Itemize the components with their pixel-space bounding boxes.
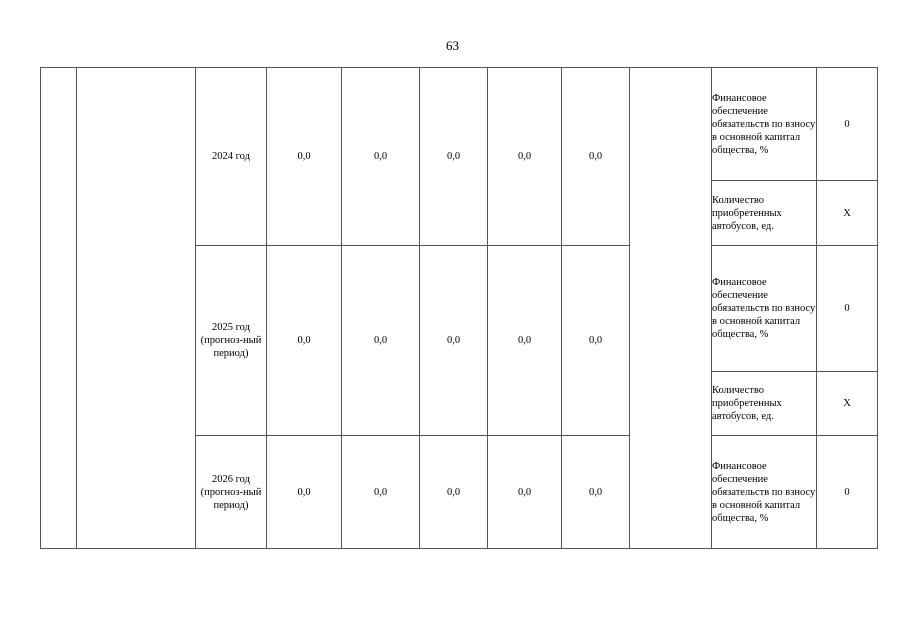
indicator-name-cell: Финансовое обеспечение обязательств по взносу в основной капитал общества, % <box>712 68 817 181</box>
indicator-value-cell: Х <box>817 372 878 436</box>
value-cell: 0,0 <box>342 68 420 246</box>
indicator-value-cell: 0 <box>817 246 878 372</box>
value-cell: 0,0 <box>488 436 562 549</box>
value-cell: 0,0 <box>342 436 420 549</box>
indicator-name-cell: Финансовое обеспечение обязательств по взносу в основной капитал общества, % <box>712 246 817 372</box>
page-number: 63 <box>446 38 459 53</box>
value-cell: 0,0 <box>562 246 630 436</box>
executor-cell <box>630 68 712 549</box>
value-cell: 0,0 <box>488 68 562 246</box>
name-cell <box>77 68 196 549</box>
value-cell: 0,0 <box>488 246 562 436</box>
indicator-value-cell: Х <box>817 181 878 246</box>
value-cell: 0,0 <box>420 246 488 436</box>
budget-table <box>40 67 878 549</box>
indicator-name-cell: Количество приобретенных автобусов, ед. <box>712 372 817 436</box>
indicator-value-cell: 0 <box>817 68 878 181</box>
value-cell: 0,0 <box>267 246 342 436</box>
number-cell <box>41 68 77 549</box>
indicator-name-cell: Финансовое обеспечение обязательств по взносу в основной капитал общества, % <box>712 436 817 549</box>
indicator-name-cell: Количество приобретенных автобусов, ед. <box>712 181 817 246</box>
value-cell: 0,0 <box>420 68 488 246</box>
indicator-value-cell: 0 <box>817 436 878 549</box>
table-row <box>41 68 878 181</box>
value-cell: 0,0 <box>267 68 342 246</box>
period-cell: 2026 год (прогноз-ный период) <box>196 436 267 549</box>
value-cell: 0,0 <box>342 246 420 436</box>
value-cell: 0,0 <box>562 68 630 246</box>
value-cell: 0,0 <box>562 436 630 549</box>
value-cell: 0,0 <box>420 436 488 549</box>
period-cell: 2025 год (прогноз-ный период) <box>196 246 267 436</box>
value-cell: 0,0 <box>267 436 342 549</box>
period-cell: 2024 год <box>196 68 267 246</box>
